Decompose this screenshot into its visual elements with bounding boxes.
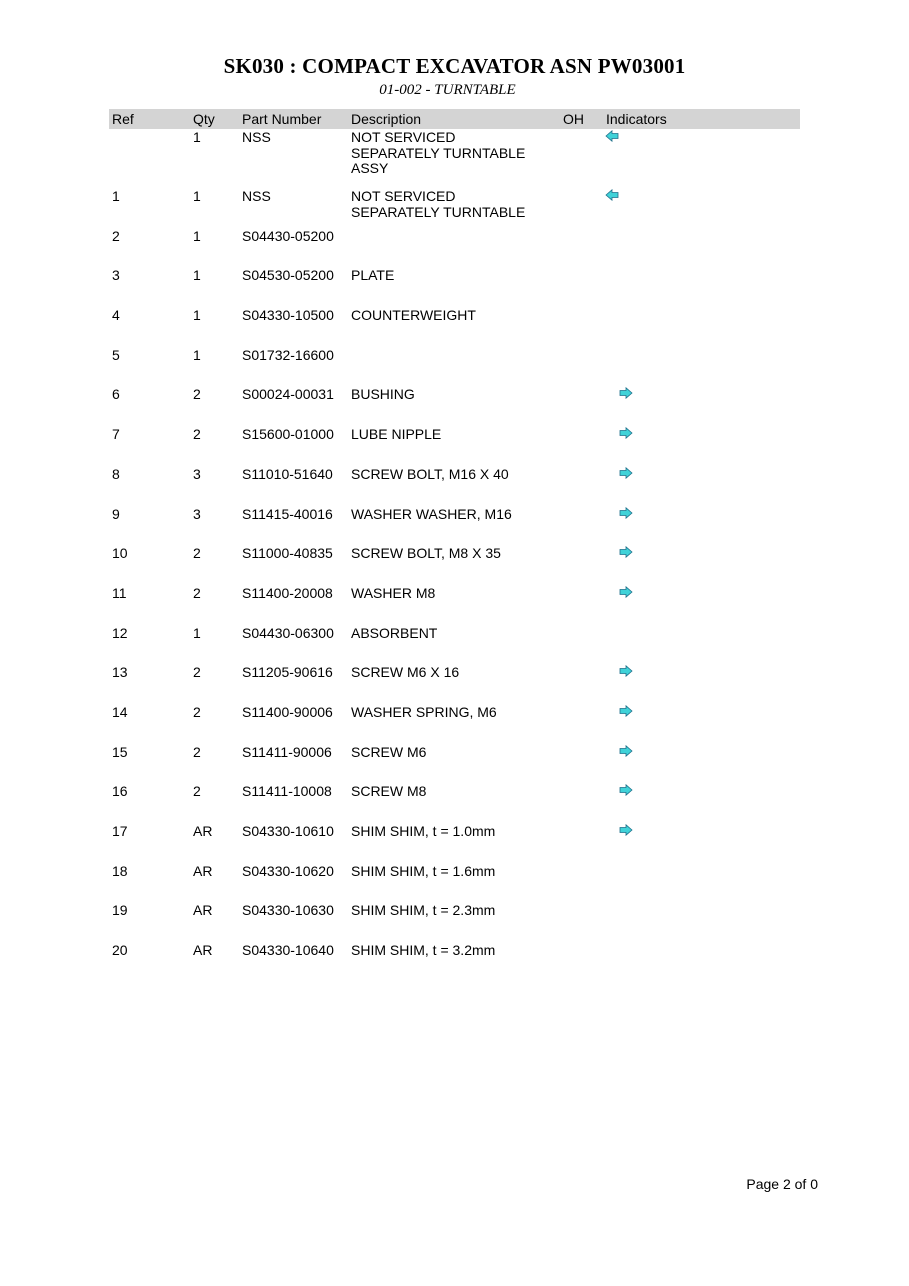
right-arrow-icon[interactable] bbox=[619, 507, 633, 519]
page-title: SK030 : COMPACT EXCAVATOR ASN PW03001 bbox=[223, 54, 686, 78]
part-number-cell: NSS bbox=[242, 129, 271, 145]
ref-cell: 13 bbox=[112, 664, 128, 681]
qty-cell: 3 bbox=[193, 505, 201, 522]
description-cell: COUNTERWEIGHT bbox=[351, 307, 476, 324]
ref-cell: 14 bbox=[112, 703, 128, 720]
table-row bbox=[109, 308, 800, 348]
header-ref: Ref bbox=[112, 111, 134, 127]
description-cell: SHIM SHIM, t = 1.0mm bbox=[351, 823, 496, 839]
qty-cell: 1 bbox=[193, 188, 201, 204]
qty-cell: 3 bbox=[193, 465, 201, 482]
ref-cell: 8 bbox=[112, 465, 120, 482]
qty-cell: AR bbox=[193, 902, 213, 919]
qty-cell: AR bbox=[193, 862, 213, 879]
qty-cell: 1 bbox=[193, 227, 201, 244]
description-cell: SCREW M6 bbox=[351, 743, 427, 760]
table-row bbox=[109, 467, 800, 507]
part-number-cell: S11010-51640 bbox=[242, 465, 333, 482]
qty-cell: 1 bbox=[193, 267, 201, 284]
table-row bbox=[109, 427, 800, 467]
part-number-cell: S11205-90616 bbox=[242, 664, 333, 681]
part-number-cell: S04330-10640 bbox=[242, 942, 334, 959]
table-row bbox=[109, 903, 800, 943]
qty-cell: AR bbox=[193, 942, 213, 959]
description-cell: NOT SERVICED SEPARATELY TURNTABLE ASSY bbox=[351, 129, 526, 176]
description-cell: WASHER M8 bbox=[351, 584, 436, 601]
right-arrow-icon[interactable] bbox=[619, 387, 633, 399]
qty-cell: 2 bbox=[193, 584, 201, 601]
table-row bbox=[109, 626, 800, 666]
header-indicators: Indicators bbox=[606, 111, 667, 127]
part-number-cell: S04330-10620 bbox=[242, 862, 334, 879]
page-subtitle: 01-002 - TURNTABLE bbox=[379, 82, 516, 98]
header-part-number: Part Number bbox=[242, 111, 322, 127]
description-cell: SCREW M6 X 16 bbox=[351, 664, 460, 681]
table-row bbox=[109, 943, 800, 983]
ref-cell: 15 bbox=[112, 743, 128, 760]
qty-cell: 2 bbox=[193, 743, 201, 760]
right-arrow-icon[interactable] bbox=[619, 824, 633, 836]
ref-cell: 20 bbox=[112, 942, 128, 959]
table-row bbox=[109, 348, 800, 388]
qty-cell: 2 bbox=[193, 664, 201, 681]
table-row bbox=[109, 586, 800, 626]
qty-cell: 2 bbox=[193, 545, 201, 562]
qty-cell: 1 bbox=[193, 129, 201, 145]
ref-cell: 16 bbox=[112, 783, 128, 800]
part-number-cell: S11411-90006 bbox=[242, 743, 332, 760]
description-cell: LUBE NIPPLE bbox=[351, 426, 442, 443]
parts-table-body bbox=[109, 130, 800, 983]
header-qty: Qty bbox=[193, 111, 215, 127]
part-number-cell: S04330-10610 bbox=[242, 823, 334, 839]
qty-cell: 2 bbox=[193, 426, 201, 443]
description-cell: WASHER SPRING, M6 bbox=[351, 703, 497, 720]
right-arrow-icon[interactable] bbox=[619, 705, 633, 717]
ref-cell: 2 bbox=[112, 227, 120, 244]
description-cell: SCREW BOLT, M8 X 35 bbox=[351, 545, 501, 562]
ref-cell: 18 bbox=[112, 862, 128, 879]
description-cell: SHIM SHIM, t = 3.2mm bbox=[351, 942, 496, 959]
part-number-cell: S11411-10008 bbox=[242, 783, 332, 800]
description-cell: BUSHING bbox=[351, 386, 415, 403]
table-header bbox=[109, 109, 800, 129]
right-arrow-icon[interactable] bbox=[619, 665, 633, 677]
ref-cell: 3 bbox=[112, 267, 120, 284]
part-number-cell: S04330-10500 bbox=[242, 307, 334, 324]
qty-cell: 2 bbox=[193, 386, 201, 403]
part-number-cell: S04430-06300 bbox=[242, 624, 334, 641]
qty-cell: 1 bbox=[193, 346, 201, 363]
part-number-cell: S11000-40835 bbox=[242, 545, 333, 562]
table-row bbox=[109, 130, 800, 189]
table-row bbox=[109, 189, 800, 229]
ref-cell: 11 bbox=[112, 584, 127, 601]
left-arrow-icon[interactable] bbox=[605, 130, 619, 142]
table-row bbox=[109, 665, 800, 705]
table-row bbox=[109, 229, 800, 269]
left-arrow-icon[interactable] bbox=[605, 189, 619, 201]
header-oh: OH bbox=[563, 111, 584, 127]
table-row bbox=[109, 824, 800, 864]
right-arrow-icon[interactable] bbox=[619, 427, 633, 439]
table-row bbox=[109, 705, 800, 745]
part-number-cell: S11400-90006 bbox=[242, 703, 333, 720]
table-row bbox=[109, 745, 800, 785]
part-number-cell: S00024-00031 bbox=[242, 386, 334, 403]
ref-cell: 7 bbox=[112, 426, 120, 443]
part-number-cell: S15600-01000 bbox=[242, 426, 334, 443]
part-number-cell: S04430-05200 bbox=[242, 227, 334, 244]
description-cell: SCREW BOLT, M16 X 40 bbox=[351, 465, 509, 482]
ref-cell: 17 bbox=[112, 823, 128, 839]
qty-cell: AR bbox=[193, 823, 213, 839]
table-row bbox=[109, 784, 800, 824]
part-number-cell: S04330-10630 bbox=[242, 902, 334, 919]
page-number: Page 2 of 0 bbox=[746, 1176, 818, 1192]
part-number-cell: S11415-40016 bbox=[242, 505, 333, 522]
qty-cell: 1 bbox=[193, 307, 201, 324]
description-cell: NOT SERVICED SEPARATELY TURNTABLE bbox=[351, 188, 526, 220]
ref-cell: 4 bbox=[112, 307, 120, 324]
table-row bbox=[109, 864, 800, 904]
ref-cell: 5 bbox=[112, 346, 120, 363]
header-description: Description bbox=[351, 111, 422, 127]
part-number-cell: S11400-20008 bbox=[242, 584, 333, 601]
part-number-cell: NSS bbox=[242, 188, 271, 204]
part-number-cell: S04530-05200 bbox=[242, 267, 334, 284]
part-number-cell: S01732-16600 bbox=[242, 346, 334, 363]
right-arrow-icon[interactable] bbox=[619, 546, 633, 558]
description-cell: PLATE bbox=[351, 267, 395, 284]
description-cell: ABSORBENT bbox=[351, 624, 438, 641]
description-cell: SHIM SHIM, t = 1.6mm bbox=[351, 862, 496, 879]
ref-cell: 12 bbox=[112, 624, 128, 641]
table-row bbox=[109, 546, 800, 586]
ref-cell: 6 bbox=[112, 386, 120, 403]
qty-cell: 2 bbox=[193, 703, 201, 720]
right-arrow-icon[interactable] bbox=[619, 586, 633, 598]
qty-cell: 2 bbox=[193, 783, 201, 800]
ref-cell: 9 bbox=[112, 505, 120, 522]
right-arrow-icon[interactable] bbox=[619, 784, 633, 796]
description-cell: SCREW M8 bbox=[351, 783, 427, 800]
table-row bbox=[109, 507, 800, 547]
description-cell: WASHER WASHER, M16 bbox=[351, 505, 512, 522]
table-row bbox=[109, 268, 800, 308]
qty-cell: 1 bbox=[193, 624, 201, 641]
ref-cell: 10 bbox=[112, 545, 128, 562]
ref-cell: 1 bbox=[112, 188, 120, 204]
right-arrow-icon[interactable] bbox=[619, 467, 633, 479]
ref-cell: 19 bbox=[112, 902, 128, 919]
table-row bbox=[109, 387, 800, 427]
description-cell: SHIM SHIM, t = 2.3mm bbox=[351, 902, 496, 919]
right-arrow-icon[interactable] bbox=[619, 745, 633, 757]
